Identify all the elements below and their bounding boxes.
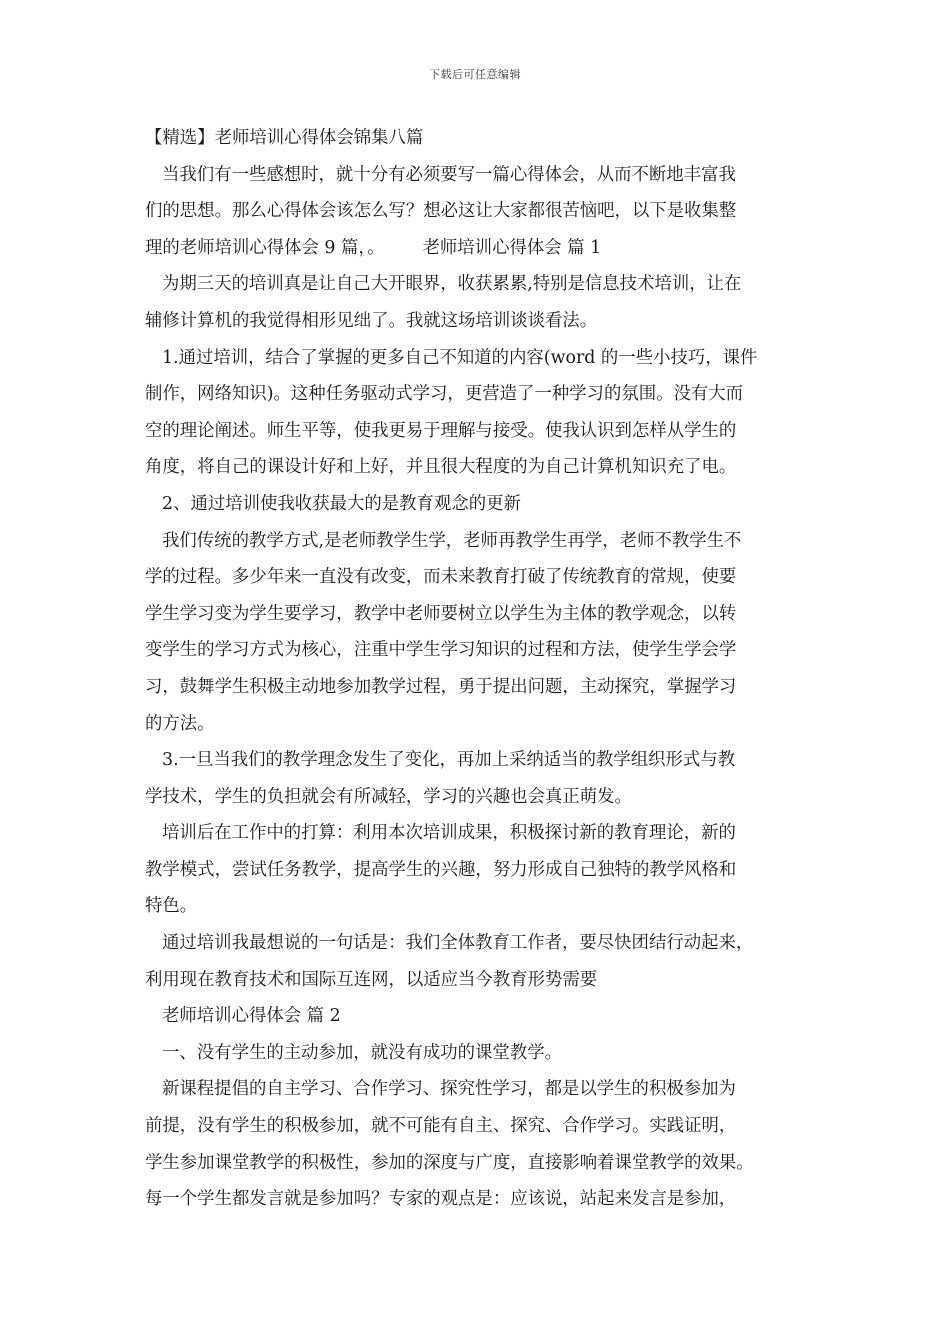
line-text: 1.通过培训，结合了掌握的更多自己不知道的内容(word 的一些小技巧，课件 — [162, 347, 758, 368]
text-line — [145, 303, 815, 340]
text-line — [145, 1108, 815, 1145]
line-text: 利用现在教育技术和国际互连网，以适应当今教育形势需要 — [145, 969, 598, 990]
line-text: 学生学习变为学生要学习，教学中老师要树立以学生为主体的教学观念，以转 — [145, 603, 737, 624]
text-line — [145, 523, 815, 560]
line-text: 一、没有学生的主动参加，就没有成功的课堂教学。 — [162, 1042, 562, 1063]
text-line — [145, 193, 815, 230]
text-line — [145, 998, 815, 1035]
section-heading: 老师培训心得体会 篇 1 — [422, 237, 602, 258]
text-line — [145, 1035, 815, 1072]
text-line — [145, 486, 815, 523]
line-text: 3.一旦当我们的教学理念发生了变化，再加上采纳适当的教学组织形式与教 — [162, 750, 736, 771]
line-text: 教学模式，尝试任务教学，提高学生的兴趣，努力形成自己独特的教学风格和 — [145, 859, 737, 880]
line-text: 辅修计算机的我觉得相形见绌了。我就这场培训谈谈看法。 — [145, 310, 598, 331]
line-text: 我们传统的教学方式,是老师教学生学，老师再教学生再学，老师不教学生不 — [162, 530, 742, 551]
text-line — [145, 1181, 815, 1218]
text-line — [145, 742, 815, 779]
line-text: 通过培训我最想说的一句话是：我们全体教育工作者，要尽快团结行动起来， — [162, 933, 754, 954]
text-line — [145, 230, 815, 267]
page-header: 下载后可任意编辑 — [429, 68, 521, 81]
line-text: 们的思想。那么心得体会该怎么写？想必这让大家都很苦恼吧，以下是收集整 — [145, 201, 737, 222]
text-line — [145, 779, 815, 816]
text-line — [145, 706, 815, 743]
line-text: 当我们有一些感想时，就十分有必须要写一篇心得体会，从而不断地丰富我 — [162, 164, 736, 185]
text-line — [145, 888, 815, 925]
text-line — [145, 1145, 815, 1182]
line-text: 培训后在工作中的打算：利用本次培训成果，积极探讨新的教育理论，新的 — [162, 823, 736, 844]
line-text: 新课程提倡的自主学习、合作学习、探究性学习，都是以学生的积极参加为 — [162, 1079, 736, 1100]
line-text: 的方法。 — [145, 713, 215, 734]
line-text: 变学生的学习方式为核心，注重中学生学习知识的过程和方法，使学生学会学 — [145, 640, 737, 661]
line-text: 前提，没有学生的积极参加，就不可能有自主、探究、合作学习。实践证明， — [145, 1116, 737, 1137]
line-text: 【精选】老师培训心得体会锦集八篇 — [145, 128, 424, 148]
text-line — [145, 413, 815, 450]
document-title — [145, 120, 815, 157]
text-line — [145, 449, 815, 486]
line-text: 每一个学生都发言就是参加吗？专家的观点是：应该说，站起来发言是参加， — [145, 1189, 737, 1210]
line-text: 2、通过培训使我收获最大的是教育观念的更新 — [162, 493, 521, 514]
text-line — [145, 815, 815, 852]
line-text: 为期三天的培训真是让自己大开眼界，收获累累,特别是信息技术培训，让在 — [162, 274, 742, 295]
text-line — [145, 340, 815, 377]
line-text: 老师培训心得体会 篇 2 — [162, 1006, 341, 1027]
line-text: 角度，将自己的课设计好和上好，并且很大程度的为自己计算机知识充了电。 — [145, 457, 737, 478]
text-line — [145, 376, 815, 413]
line-text: 空的理论阐述。师生平等，使我更易于理解与接受。使我认识到怎样从学生的 — [145, 420, 737, 441]
line-text: 学的过程。多少年来一直没有改变，而未来教育打破了传统教育的常规，使要 — [145, 567, 737, 588]
line-text: 特色。 — [145, 896, 198, 917]
line-text: 理的老师培训心得体会 9 篇，。 — [145, 237, 385, 258]
text-line — [145, 559, 815, 596]
line-text: 习，鼓舞学生积极主动地参加教学过程，勇于提出问题，主动探究，掌握学习 — [145, 676, 737, 697]
text-line — [145, 852, 815, 889]
text-line — [145, 596, 815, 633]
text-line — [145, 1071, 815, 1108]
text-line — [145, 925, 815, 962]
text-line — [145, 157, 815, 194]
text-line — [145, 669, 815, 706]
text-line — [145, 632, 815, 669]
text-line — [145, 266, 815, 303]
line-text: 学生参加课堂教学的积极性，参加的深度与广度，直接影响着课堂教学的效果。 — [145, 1152, 754, 1173]
text-line — [145, 962, 815, 999]
line-text: 学技术，学生的负担就会有所减轻，学习的兴趣也会真正萌发。 — [145, 786, 632, 807]
line-text: 制作，网络知识)。这种任务驱动式学习，更营造了一种学习的氛围。没有大而 — [145, 384, 744, 405]
document-body — [145, 120, 815, 1218]
